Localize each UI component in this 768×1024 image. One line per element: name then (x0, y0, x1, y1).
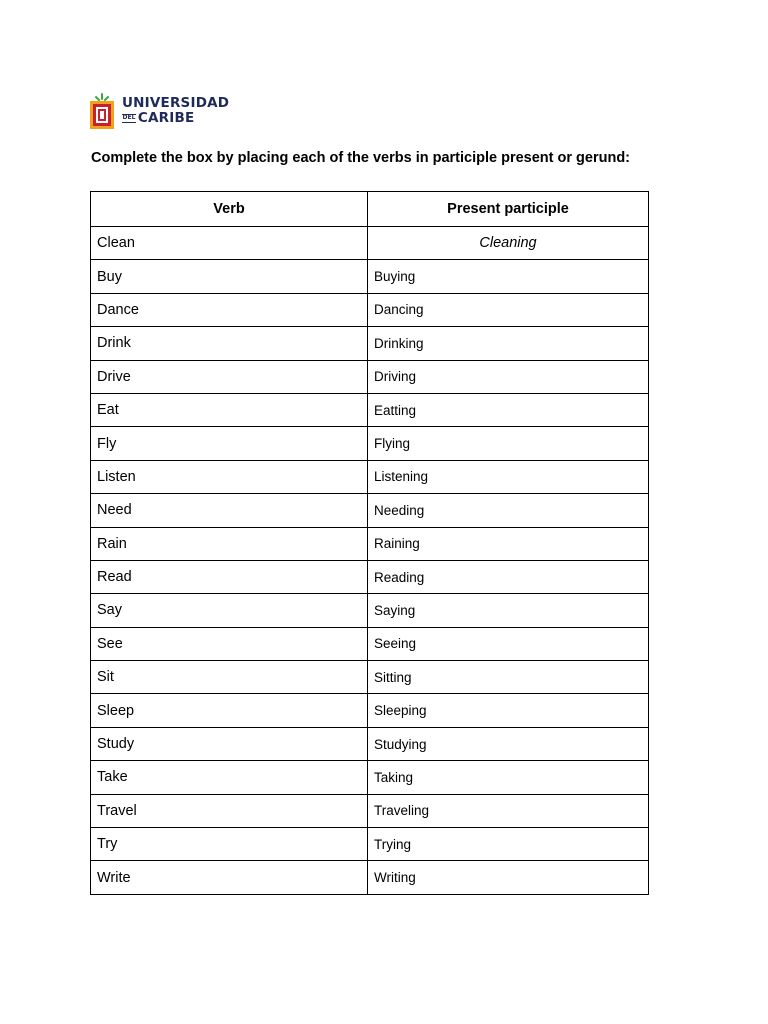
verb-cell: Fly (91, 427, 368, 460)
table-row-example (91, 227, 649, 260)
participle-cell: Driving (368, 360, 649, 393)
header-present-participle: Present participle (368, 192, 649, 227)
participle-cell: Cleaning (368, 227, 649, 260)
participle-cell: Saying (368, 594, 649, 627)
verb-table-body (91, 227, 649, 895)
verb-cell: Try (91, 828, 368, 861)
exercise-instruction: Complete the box by placing each of the verbs in participle present or gerund: (91, 150, 631, 166)
verb-cell: Study (91, 727, 368, 760)
table-row (91, 260, 649, 293)
verb-cell: Clean (91, 227, 368, 260)
verb-cell: Sit (91, 661, 368, 694)
table-row (91, 594, 649, 627)
participle-cell: Eatting (368, 393, 649, 426)
participle-cell: Flying (368, 427, 649, 460)
verb-cell: Need (91, 494, 368, 527)
participle-cell: Buying (368, 260, 649, 293)
university-logo (88, 91, 229, 131)
participle-cell: Taking (368, 761, 649, 794)
participle-cell: Drinking (368, 327, 649, 360)
verb-cell: Rain (91, 527, 368, 560)
logo-del: DEL (122, 113, 136, 121)
participle-cell: Dancing (368, 293, 649, 326)
header-verb: Verb (91, 192, 368, 227)
table-row (91, 661, 649, 694)
logo-line-caribe (122, 109, 229, 126)
participle-cell: Needing (368, 494, 649, 527)
table-row (91, 627, 649, 660)
table-row (91, 861, 649, 894)
verb-cell: Take (91, 761, 368, 794)
verb-cell: Drink (91, 327, 368, 360)
participle-cell: Writing (368, 861, 649, 894)
verb-cell: Drive (91, 360, 368, 393)
logo-line-universidad: UNIVERSIDAD (122, 95, 230, 111)
verb-cell: Read (91, 560, 368, 593)
verb-cell: Buy (91, 260, 368, 293)
table-row (91, 694, 649, 727)
table-row (91, 393, 649, 426)
table-row (91, 794, 649, 827)
participle-cell: Sitting (368, 661, 649, 694)
table-row (91, 761, 649, 794)
verb-cell: Write (91, 861, 368, 894)
verb-cell: Dance (91, 293, 368, 326)
participle-cell: Seeing (368, 627, 649, 660)
table-header-row (91, 192, 649, 227)
participle-cell: Sleeping (368, 694, 649, 727)
table-row (91, 360, 649, 393)
participle-cell: Listening (368, 460, 649, 493)
university-wordmark (122, 97, 229, 125)
table-row (91, 727, 649, 760)
university-emblem-icon (88, 91, 116, 131)
participle-cell: Reading (368, 560, 649, 593)
table-row (91, 427, 649, 460)
participle-cell: Raining (368, 527, 649, 560)
table-row (91, 327, 649, 360)
table-row (91, 560, 649, 593)
verb-cell: Eat (91, 393, 368, 426)
table-row (91, 828, 649, 861)
verb-cell: Travel (91, 794, 368, 827)
verb-cell: Sleep (91, 694, 368, 727)
table-row (91, 494, 649, 527)
table-row (91, 460, 649, 493)
verb-cell: Listen (91, 460, 368, 493)
verb-cell: Say (91, 594, 368, 627)
participle-cell: Studying (368, 727, 649, 760)
participle-cell: Traveling (368, 794, 649, 827)
participle-cell: Trying (368, 828, 649, 861)
verb-cell: See (91, 627, 368, 660)
verb-table (90, 191, 649, 895)
table-row (91, 293, 649, 326)
table-row (91, 527, 649, 560)
logo-caribe: CARIBE (137, 109, 195, 126)
